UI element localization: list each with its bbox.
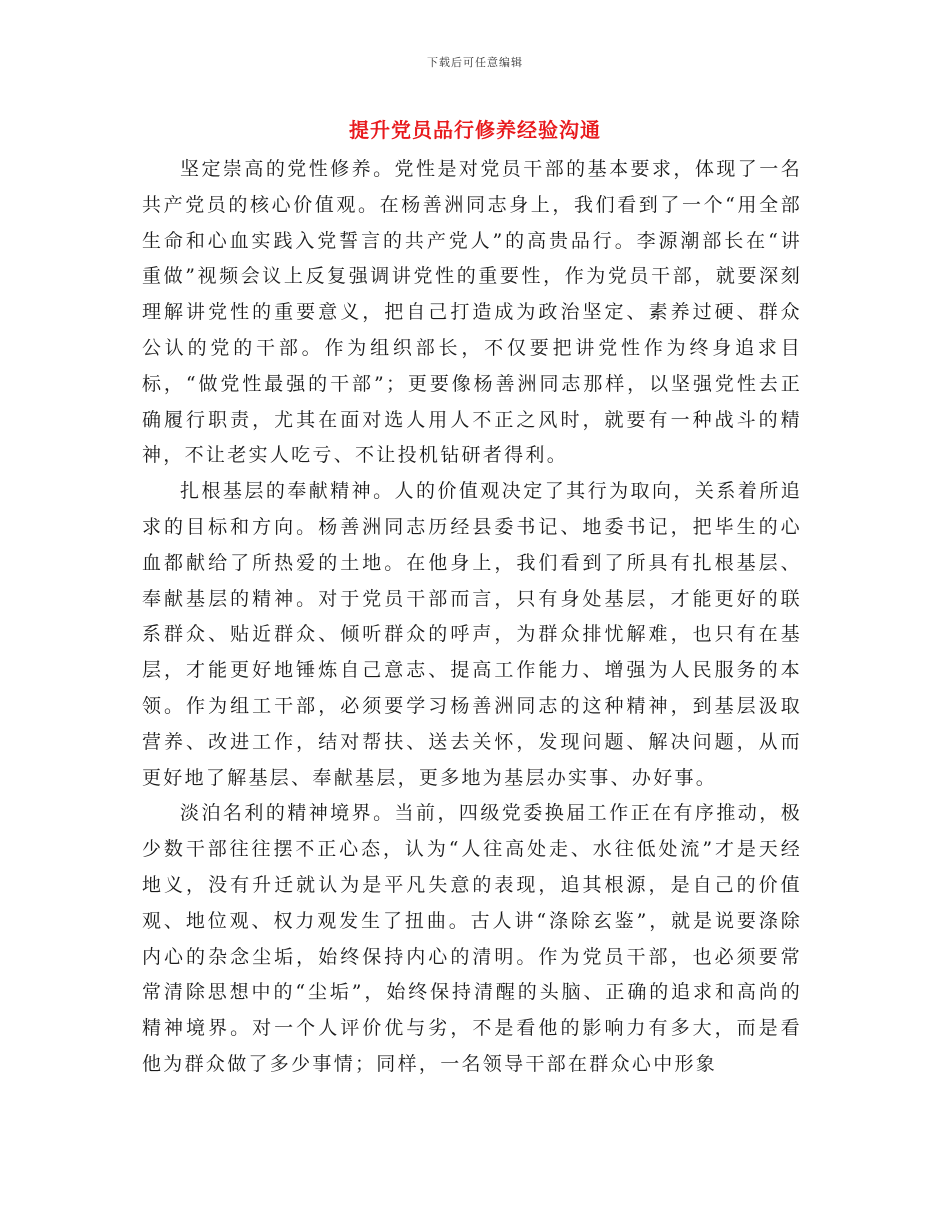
paragraph-party-spirit: 坚定崇高的党性修养。党性是对党员干部的基本要求，体现了一名共产党员的核心价值观。在杨善洲同志身上，我们看到了一个“用全部生命和心血实践入党誓言的共产党人”的高贵品行。李源潮部长在“讲重做”视频会议上反复强调讲党性的重要性，作为党员干部，就要深刻理解讲党性的重要意义，把自己打造成为政治坚定、素养过硬、群众公认的党的干部。作为组织部长，不仅要把讲党性作为终身追求目标，“做党性最强的干部”；更要像杨善洲同志那样，以坚强党性去正确履行职责，尤其在面对选人用人不正之风时，就要有一种战斗的精神，不让老实人吃亏、不让投机钻研者得利。 <box>142 158 802 467</box>
paragraph-grassroots-dedication: 扎根基层的奉献精神。人的价值观决定了其行为取向，关系着所追求的目标和方向。杨善洲同志历经县委书记、地委书记，把毕生的心血都献给了所热爱的土地。在他身上，我们看到了所具有扎根基层、奉献基层的精神。对于党员干部而言，只有身处基层，才能更好的联系群众、贴近群众、倾听群众的呼声，为群众排忧解难，也只有在基层，才能更好地锤炼自己意志、提高工作能力、增强为人民服务的本领。作为组工干部，必须要学习杨善洲同志的这种精神，到基层汲取营养、改进工作，结对帮扶、送去关怀，发现问题、解决问题，从而更好地了解基层、奉献基层，更多地为基层办实事、办好事。 <box>142 480 802 789</box>
page-header: 下载后可任意编辑 <box>427 56 523 69</box>
paragraph-indifference-to-fame: 淡泊名利的精神境界。当前，四级党委换届工作正在有序推动，极少数干部往往摆不正心态，认为“人往高处走、水往低处流”才是天经地义，没有升迁就认为是平凡失意的表现，追其根源，是自己的价值观、地位观、权力观发生了扭曲。古人讲“涤除玄鉴”，就是说要涤除内心的杂念尘垢，始终保持内心的清明。作为党员干部，也必须要常常清除思想中的“尘垢”，始终保持清醒的头脑、正确的追求和高尚的精神境界。对一个人评价优与劣，不是看他的影响力有多大，而是看他为群众做了多少事情；同样，一名领导干部在群众心中形象 <box>142 802 802 1075</box>
document-body <box>142 152 802 1083</box>
document-title: 提升党员品行修养经验沟通 <box>349 118 601 142</box>
